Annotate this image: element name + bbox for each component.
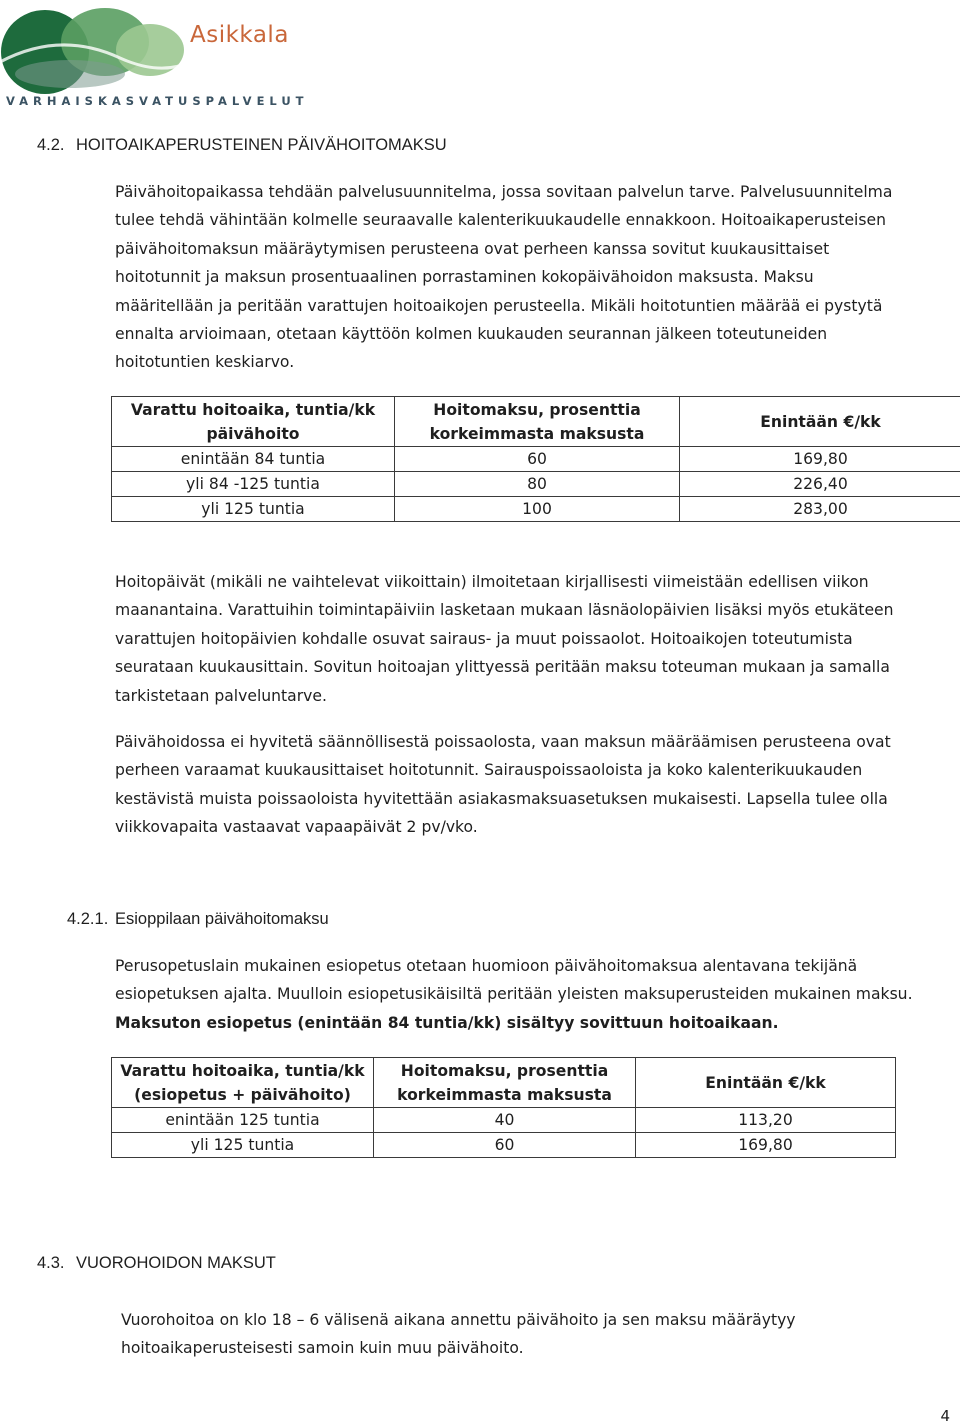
section-heading-4-2-1 [67, 910, 329, 929]
table-header-cell: Varattu hoitoaika, tuntia/kk päivähoito [112, 397, 395, 447]
text-line: kestävistä muista poissaoloista hyvitettään asiakasmaksuasetuksen mukaisesti. Lapsella tulee olla [115, 789, 888, 808]
text-line: päivähoitomaksun määräytymisen perusteena ovat perheen kanssa sovitut kuukausittaiset [115, 239, 830, 258]
text-line: hoitotuntien keskiarvo. [115, 353, 295, 372]
text-line: varattujen hoitopäivien kohdalle osuvat sairaus- ja muut poissaolot. Hoitoaikojen toteutumista [115, 629, 853, 648]
table-row [112, 447, 960, 472]
table-cell: 226,40 [680, 472, 960, 497]
text-line: hoitoaikaperusteisesti samoin kuin muu päivähoito. [121, 1339, 524, 1358]
text-line: perheen varaamat kuukausittaiset hoitotunnit. Sairauspoissaoloista ja koko kalenterikuukauden [115, 761, 863, 780]
text-line: hoitotunnit ja maksun prosentuaalinen porrastaminen kokopäivähoidon maksusta. Maksu [115, 268, 814, 287]
text-line: tulee tehdä vähintään kolmelle seuraavalle kalenterikuukaudelle ennakkoon. Hoitoaikaperusteisen [115, 211, 886, 230]
section-number: 4.2.1. [67, 910, 109, 928]
table-cell: 80 [395, 472, 680, 497]
table-row [112, 1108, 896, 1133]
leaf-logo-icon [0, 0, 200, 95]
table-cell: enintään 125 tuntia [112, 1108, 374, 1133]
section-number: 4.3. [37, 1254, 65, 1272]
table-header-cell: Enintään €/kk [636, 1058, 896, 1108]
table-row [112, 497, 960, 522]
table-header-cell: Hoitomaksu, prosenttia korkeimmasta maksusta [395, 397, 680, 447]
table-cell: 60 [374, 1133, 636, 1158]
text-line: Perusopetuslain mukainen esiopetus otetaan huomioon päivähoitomaksua alentavana tekijänä [115, 957, 858, 975]
table-row [112, 472, 960, 497]
section-number: 4.2. [37, 136, 65, 154]
text-line: maanantaina. Varattuihin toimintapäiviin lasketaan mukaan läsnäolopäivien lisäksi myös etukäteen [115, 601, 894, 620]
table-cell: yli 84 -125 tuntia [112, 472, 395, 497]
text-line: määritellään ja peritään varattujen hoitoaikojen perusteella. Mikäli hoitotuntien määrää ei pystytä [115, 296, 883, 315]
section-title: Esioppilaan päivähoitomaksu [115, 910, 329, 928]
fee-table-preschool [111, 1057, 896, 1158]
fee-table-daycare [111, 396, 960, 522]
logo-subtitle: VARHAISKASVATUSPALVELUT [6, 94, 309, 108]
table-header-cell: Hoitomaksu, prosenttia korkeimmasta maksusta [374, 1058, 636, 1108]
table-cell: 113,20 [636, 1108, 896, 1133]
table-cell: 169,80 [680, 447, 960, 472]
text-line: ennalta arvioimaan, otetaan käyttöön kolmen kuukauden seurannan jälkeen toteutuneiden [115, 325, 828, 344]
table-cell: 283,00 [680, 497, 960, 522]
text-line: esiopetuksen ajalta. Muulloin esiopetusikäisiltä peritään yleisten maksuperusteiden mukainen maksu. [115, 985, 913, 1004]
bold-statement: Maksuton esiopetus (enintään 84 tuntia/kk) sisältyy sovittuun hoitoaikaan. [115, 1013, 779, 1032]
table-cell: 100 [395, 497, 680, 522]
page-number: 4 [940, 1407, 950, 1425]
table-cell: 40 [374, 1108, 636, 1133]
table-cell: enintään 84 tuntia [112, 447, 395, 472]
text-line: Päivähoitopaikassa tehdään palvelusuunnitelma, jossa sovitaan palvelun tarve. Palvelusuunnitelma [115, 183, 893, 201]
table-header-row [112, 1058, 896, 1108]
table-cell: yli 125 tuntia [112, 497, 395, 522]
table-header-cell: Enintään €/kk [680, 397, 960, 447]
table-row [112, 1133, 896, 1158]
text-line: Hoitopäivät (mikäli ne vaihtelevat viikoittain) ilmoitetaan kirjallisesti viimeistään edellisen viikon [115, 573, 869, 591]
text-line: Vuorohoitoa on klo 18 – 6 välisenä aikana annettu päivähoito ja sen maksu määräytyy [121, 1311, 796, 1329]
section-title: VUOROHOIDON MAKSUT [76, 1254, 276, 1272]
section-title: HOITOAIKAPERUSTEINEN PÄIVÄHOITOMAKSU [76, 136, 447, 154]
section-heading-4-2 [37, 136, 447, 155]
table-cell: yli 125 tuntia [112, 1133, 374, 1158]
absence-paragraph [115, 728, 891, 842]
table-cell: 169,80 [636, 1133, 896, 1158]
text-line: tarkistetaan palveluntarve. [115, 686, 327, 705]
table-cell: 60 [395, 447, 680, 472]
logo-name: Asikkala [190, 22, 289, 48]
text-line: viikkovapaita vastaavat vapaapäivät 2 pv/vko. [115, 818, 478, 837]
table-header-row [112, 397, 960, 447]
bold-text-line [115, 1009, 913, 1037]
shift-care-paragraph [121, 1306, 796, 1363]
table-header-cell: Varattu hoitoaika, tuntia/kk (esiopetus + päivähoito) [112, 1058, 374, 1108]
text-line: Päivähoidossa ei hyvitetä säännöllisestä poissaolosta, vaan maksun määräämisen perusteena ovat [115, 733, 891, 751]
schedule-paragraph [115, 568, 894, 710]
intro-paragraph [115, 178, 892, 377]
section-heading-4-3 [37, 1254, 276, 1273]
asikkala-logo [0, 0, 309, 115]
preschool-paragraph [115, 952, 913, 1037]
text-line: seurataan kuukausittain. Sovitun hoitoajan ylittyessä peritään maksu toteuman mukaan ja samalla [115, 658, 890, 677]
